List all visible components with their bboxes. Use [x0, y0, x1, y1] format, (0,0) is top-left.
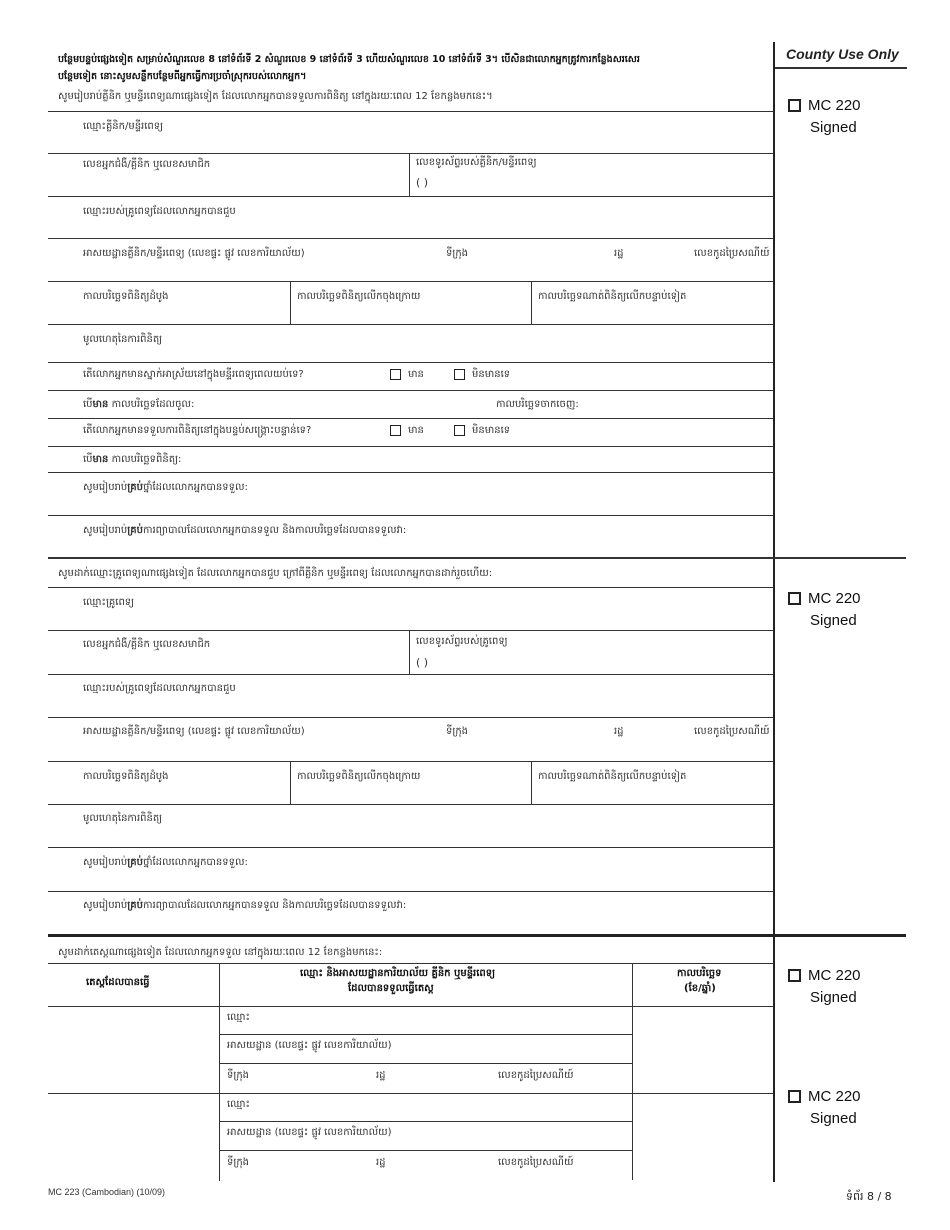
label-first-visit: កាលបរិច្ឆេទពិនិត្យដំបូង	[83, 291, 169, 302]
checkbox-mc220-4[interactable]	[788, 1090, 801, 1103]
rule	[48, 362, 773, 363]
rule	[290, 761, 291, 804]
label-zip: លេខកូដប្រៃសណីយ៍	[694, 248, 770, 259]
rule	[48, 587, 773, 588]
section3-intro: សូមដាក់តេស្តណាផ្សេងទៀត ដែលលោកអ្នកទទួល នៅក្នុងរយៈពេល 12 ខែកន្លងមកនេះ:	[58, 947, 383, 958]
rule	[290, 281, 291, 324]
label-state-2: រដ្ឋ	[614, 726, 624, 737]
label-yes: មាន	[408, 425, 424, 436]
col-header-test: តេស្តដែលបានធ្វើ	[86, 977, 150, 988]
rule	[48, 1006, 773, 1007]
rule	[48, 761, 773, 762]
test-row-2-state: រដ្ឋ	[376, 1157, 386, 1168]
rule	[48, 891, 773, 892]
label-treatments: សូមរៀបរាប់គ្រប់ការព្យាបាលដែលលោកអ្នកបានទទួល និងកាលបរិច្ឆេទដែលបានទទួលវា:	[83, 525, 407, 536]
test-row-2-name: ឈ្មោះ	[227, 1099, 250, 1110]
county-use-header: County Use Only	[786, 46, 899, 62]
mc220-signed-3: MC 220 Signed	[788, 965, 861, 1009]
side-divider	[773, 42, 775, 1182]
label-first-visit-2: កាលបរិច្ឆេទពិនិត្យដំបូង	[83, 771, 169, 782]
label-member-id: លេខអ្នកជំងឺ/គ្លីនិក ឬលេខសមាជិក	[83, 159, 211, 170]
test-row-2-zip: លេខកូដប្រៃសណីយ៍	[498, 1157, 574, 1168]
rule	[48, 674, 773, 675]
county-header-rule	[775, 67, 907, 69]
label-next-visit: កាលបរិច្ឆេទណាត់ពិនិត្យលើកបន្ទាប់ទៀត	[538, 291, 687, 302]
label-if-yes-admit: បើមាន កាលបរិច្ឆេទដែលចូល:	[83, 399, 195, 410]
label-reason-2: មូលហេតុនៃការពិនិត្យ	[83, 813, 163, 824]
col-header-date-1: កាលបរិច្ឆេទ	[677, 968, 722, 979]
rule	[219, 1063, 632, 1064]
test-row-1-address: អាសយដ្ឋាន (លេខផ្ទះ ផ្លូវ លេខការិយាល័យ)	[227, 1040, 392, 1051]
checkbox-overnight-yes[interactable]	[390, 369, 401, 380]
label-reason: មូលហេតុនៃការពិនិត្យ	[83, 334, 163, 345]
intro-line-3: សូមរៀបរាប់គ្លីនិក ឬមន្ទីរពេទ្យណាផ្សេងទៀត ដែលលោកអ្នកបានទទួលការពិនិត្យ នៅក្នុងរយៈពេល 12 ខែកន្លងមកនេះ។	[58, 91, 493, 102]
label-member-id-2: លេខអ្នកជំងឺ/គ្លីនិក ឬលេខសមាជិក	[83, 639, 211, 650]
rule	[48, 418, 773, 419]
rule	[48, 717, 773, 718]
rule	[48, 804, 773, 805]
intro-line-2: បន្ថែមទៀត នោះសូមសន្លឹកបន្ថែមពីអ្នកធ្វើការប្រចាំស្រុករបស់លោកអ្នក។	[58, 71, 307, 82]
phone-paren: ( )	[416, 176, 429, 189]
rule	[219, 1121, 632, 1122]
checkbox-emergency-no[interactable]	[454, 425, 465, 436]
rule	[409, 630, 410, 674]
input-clinic-name[interactable]	[48, 112, 773, 153]
rule	[48, 963, 773, 964]
label-last-visit: កាលបរិច្ឆេទពិនិត្យលើកចុងក្រោយ	[297, 291, 421, 302]
test-row-1-zip: លេខកូដប្រៃសណីយ៍	[498, 1070, 574, 1081]
test-row-1-city: ទីក្រុង	[227, 1070, 250, 1081]
rule	[48, 515, 773, 516]
label-no: មិនមានទេ	[472, 369, 511, 380]
col-header-name-2: ដែលបានទទួលធ្វើតេស្ត	[348, 983, 434, 994]
rule	[219, 963, 220, 1181]
label-city-2: ទីក្រុង	[446, 726, 469, 737]
label-doctor-name: ឈ្មោះគ្រូពេទ្យ	[83, 597, 135, 608]
mc220-signed-2: MC 220 Signed	[788, 588, 861, 632]
rule	[48, 1093, 773, 1094]
label-medications: សូមរៀបរាប់គ្រប់ថ្នាំដែលលោកអ្នកបានទទួល:	[83, 482, 248, 493]
checkbox-mc220-3[interactable]	[788, 969, 801, 982]
rule	[48, 238, 773, 239]
rule	[219, 1034, 632, 1035]
rule	[531, 761, 532, 804]
test-row-2-address: អាសយដ្ឋាន (លេខផ្ទះ ផ្លូវ លេខការិយាល័យ)	[227, 1127, 392, 1138]
label-overnight-question: តើលោកអ្នកមានស្នាក់អាស្រ័យនៅក្នុងមន្ទីរពេទ្យពេលយប់ទេ?	[83, 369, 304, 380]
label-no: មិនមានទេ	[472, 425, 511, 436]
label-address-2: អាសយដ្ឋានគ្លីនិក/មន្ទីរពេទ្យ (លេខផ្ទះ ផ្លូវ លេខការិយាល័យ)	[83, 726, 305, 737]
test-row-1-name: ឈ្មោះ	[227, 1012, 250, 1023]
label-next-visit-2: កាលបរិច្ឆេទណាត់ពិនិត្យលើកបន្ទាប់ទៀត	[538, 771, 687, 782]
rule	[48, 153, 773, 154]
label-city: ទីក្រុង	[446, 248, 469, 259]
phone-paren-2: ( )	[416, 656, 429, 669]
label-last-visit-2: កាលបរិច្ឆេទពិនិត្យលើកចុងក្រោយ	[297, 771, 421, 782]
rule	[632, 963, 633, 1093]
checkbox-mc220-2[interactable]	[788, 592, 801, 605]
rule	[531, 281, 532, 324]
label-treatments-2: សូមរៀបរាប់គ្រប់ការព្យាបាលដែលលោកអ្នកបានទទួល និងកាលបរិច្ឆេទដែលបានទទួលវា:	[83, 900, 407, 911]
intro-line-1: បន្ថែមបន្ទប់ផ្សេងទៀត សម្រាប់សំណួរលេខ 8 នៅទំព័រទី 2 សំណួរលេខ 9 នៅទំព័រទី 3 ហើយសំណួរលេខ 10 នៅទំព័រទី 3។ បើសិនជាលោកអ្នកត្រូវការកន្លែងសរសេរ	[58, 54, 640, 65]
rule	[48, 630, 773, 631]
rule	[48, 324, 773, 325]
rule	[632, 1093, 633, 1180]
label-doctor-seen-2: ឈ្មោះរបស់គ្រូពេទ្យដែលលោកអ្នកបានជួប	[83, 683, 236, 694]
label-doctor-phone: លេខទូរស័ព្ទរបស់គ្រូពេទ្យ	[416, 636, 508, 647]
test-row-1-state: រដ្ឋ	[376, 1070, 386, 1081]
page-number: ទំព័រ 8 / 8	[846, 1190, 892, 1203]
label-doctor-seen: ឈ្មោះរបស់គ្រូពេទ្យដែលលោកអ្នកបានជួប	[83, 206, 236, 217]
label-clinic-phone: លេខទូរស័ព្ទរបស់គ្លីនិក/មន្ទីរពេទ្យ	[416, 157, 537, 168]
rule	[219, 1150, 632, 1151]
label-if-yes-exam: បើមាន កាលបរិច្ឆេទពិនិត្យ:	[83, 454, 182, 465]
checkbox-mc220-1[interactable]	[788, 99, 801, 112]
label-medications-2: សូមរៀបរាប់គ្រប់ថ្នាំដែលលោកអ្នកបានទទួល:	[83, 857, 248, 868]
rule	[48, 446, 773, 447]
label-state: រដ្ឋ	[614, 248, 624, 259]
col-header-name-1: ឈ្មោះ និងអាសយដ្ឋានការិយាល័យ គ្លីនិក ឬមន្ទីរពេទ្យ	[300, 968, 496, 979]
form-id: MC 223 (Cambodian) (10/09)	[48, 1187, 166, 1197]
rule	[48, 847, 773, 848]
section2-intro: សូមដាក់ឈ្មោះគ្រូពេទ្យណាផ្សេងទៀត ដែលលោកអ្នកបានជួប ក្រៅពីគ្លីនិក ឬមន្ទីរពេទ្យ ដែលលោកអ្នកបានដាក់រួចហើយ:	[58, 568, 493, 579]
label-clinic-name: ឈ្មោះគ្លីនិក/មន្ទីរពេទ្យ	[83, 121, 164, 132]
rule	[48, 281, 773, 282]
rule	[409, 153, 410, 196]
rule	[48, 390, 773, 391]
rule	[48, 196, 773, 197]
test-row-2-city: ទីក្រុង	[227, 1157, 250, 1168]
rule	[48, 934, 906, 937]
label-discharge-date: កាលបរិច្ឆេទចាកចេញ:	[496, 399, 579, 410]
label-address: អាសយដ្ឋានគ្លីនិក/មន្ទីរពេទ្យ (លេខផ្ទះ ផ្លូវ លេខការិយាល័យ)	[83, 248, 305, 259]
checkbox-emergency-yes[interactable]	[390, 425, 401, 436]
checkbox-overnight-no[interactable]	[454, 369, 465, 380]
col-header-date-2: (ខែ/ឆ្នាំ)	[684, 983, 716, 994]
mc220-signed-1: MC 220 Signed	[788, 95, 861, 139]
rule	[48, 557, 906, 559]
mc220-signed-4: MC 220 Signed	[788, 1086, 861, 1130]
label-yes: មាន	[408, 369, 424, 380]
label-zip-2: លេខកូដប្រៃសណីយ៍	[694, 726, 770, 737]
label-emergency-question: តើលោកអ្នកមានទទួលការពិនិត្យនៅក្នុងបន្ទប់សង្គ្រោះបន្ទាន់ទេ?	[83, 425, 312, 436]
rule	[48, 472, 773, 473]
